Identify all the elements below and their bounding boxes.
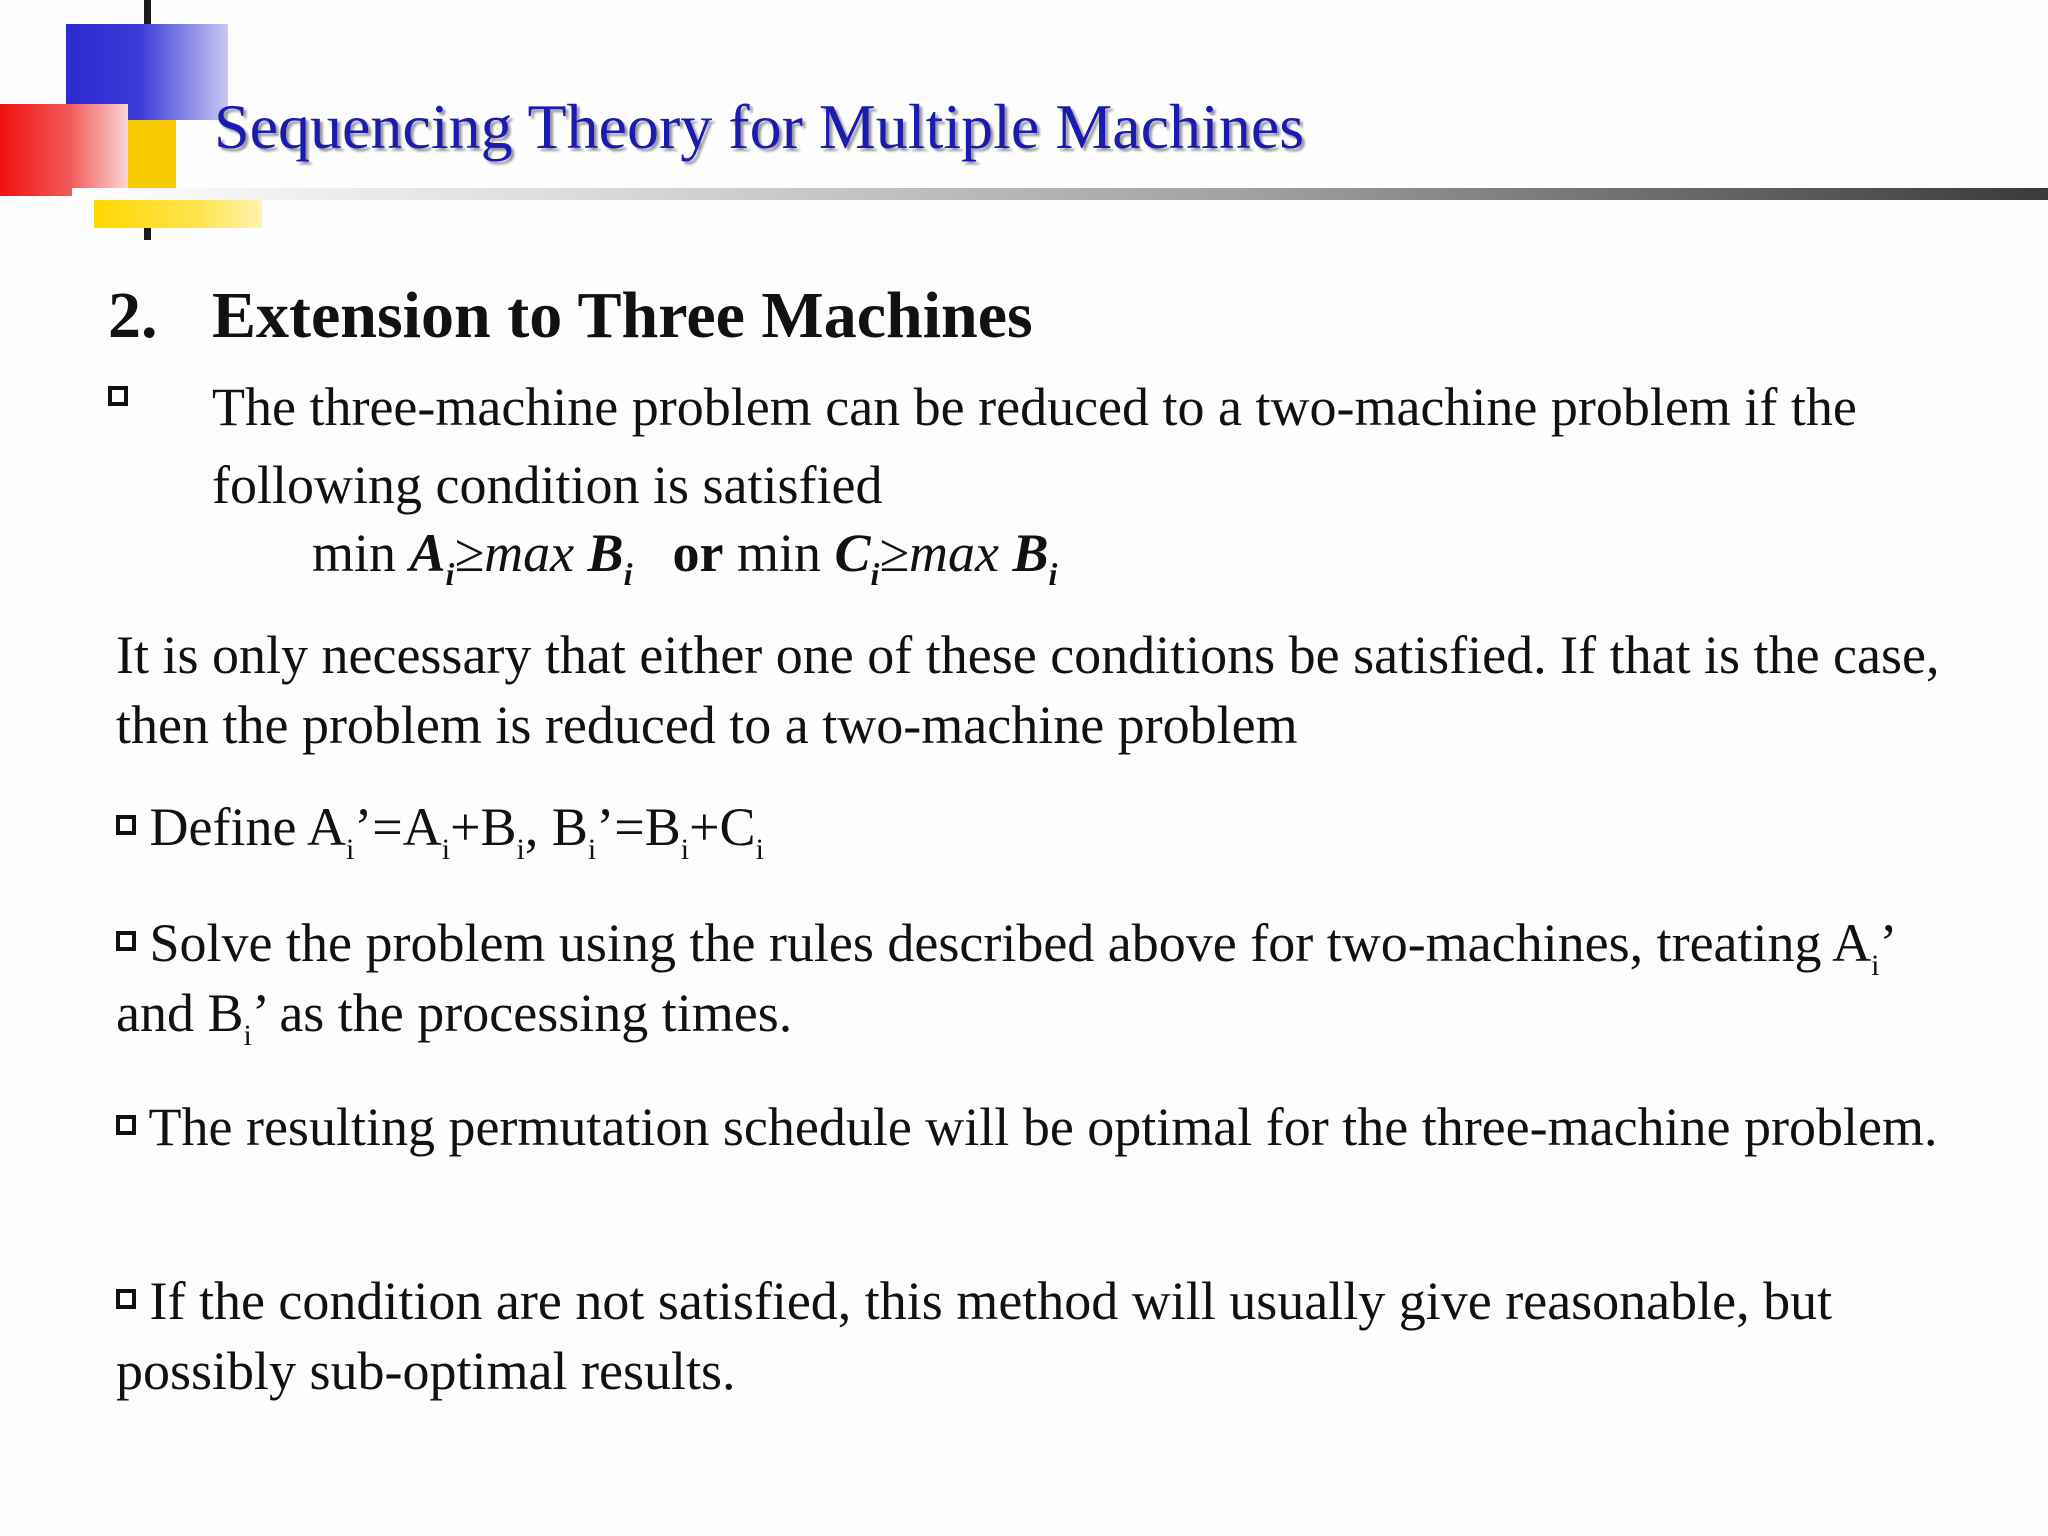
condition-ge-max: ≥max [454,523,575,583]
if-not-text: If the condition are not satisfied, this method will usually give reasonable, but possibly sub-optimal results. [116,1271,1833,1401]
resulting-bullet [116,1092,1976,1162]
condition-or: or [672,523,724,583]
slide-title: Sequencing Theory for Multiple Machines [214,91,1305,162]
condition-sub: i [623,556,633,592]
square-bullet-icon [116,815,136,835]
title-underline [72,188,2048,200]
solve-sub: i [243,1019,252,1052]
condition-sub: i [445,556,455,592]
resulting-text: The resulting permutation schedule will be optimal for the three-machine problem. [148,1097,1938,1157]
decorative-yellow-bar [94,198,262,228]
square-bullet-icon [116,931,136,951]
define-text: ’=A [354,797,442,857]
intro-bullet [108,368,1988,524]
define-sub: i [755,833,764,866]
condition-sub: i [1048,556,1058,592]
define-sub: i [516,833,525,866]
solve-text: ’ and B [116,913,1894,1043]
condition-b: B [1012,523,1049,583]
define-text: Define A [149,797,346,857]
decorative-red-block [0,104,128,196]
solve-bullet [116,908,1976,1052]
define-bullet [116,792,1976,866]
square-bullet-icon [116,1289,136,1309]
define-sub: i [680,833,690,866]
condition-sub: i [870,556,880,592]
condition-a: A [409,523,446,583]
define-text: +B [450,797,517,857]
solve-sub: i [1871,949,1880,982]
square-bullet-icon [116,1115,136,1135]
condition-ge-max: ≥max [879,523,999,583]
define-sub: i [441,833,451,866]
section-heading-text: Extension to Three Machines [212,279,1033,352]
define-text: , B [524,797,588,857]
condition-min: min [736,523,821,583]
define-text: ’=B [596,797,681,857]
square-bullet-icon [108,386,128,406]
condition-min: min [312,523,397,583]
intro-text: The three-machine problem can be reduced to a two-machine problem if the following condition is satisfied [212,377,1857,515]
section-heading [108,278,1033,354]
solve-text: A [1832,913,1872,973]
define-sub: i [587,833,597,866]
condition-b: B [587,523,624,583]
decorative-yellow-block [128,120,176,196]
condition-not-satisfied-bullet [116,1266,1976,1406]
reduction-condition [312,518,1058,592]
define-text: +C [689,797,756,857]
define-sub: i [345,833,355,866]
condition-c: C [834,523,871,583]
solve-text: ’ as the processing times. [251,983,793,1043]
section-number: 2. [108,279,158,352]
explanation-paragraph: It is only necessary that either one of these conditions be satisfied. If that is the case, then the problem is reduced to a two-machine problem [116,625,1940,755]
solve-text: Solve the problem using the rules described above for two-machines, treating [149,913,1822,973]
